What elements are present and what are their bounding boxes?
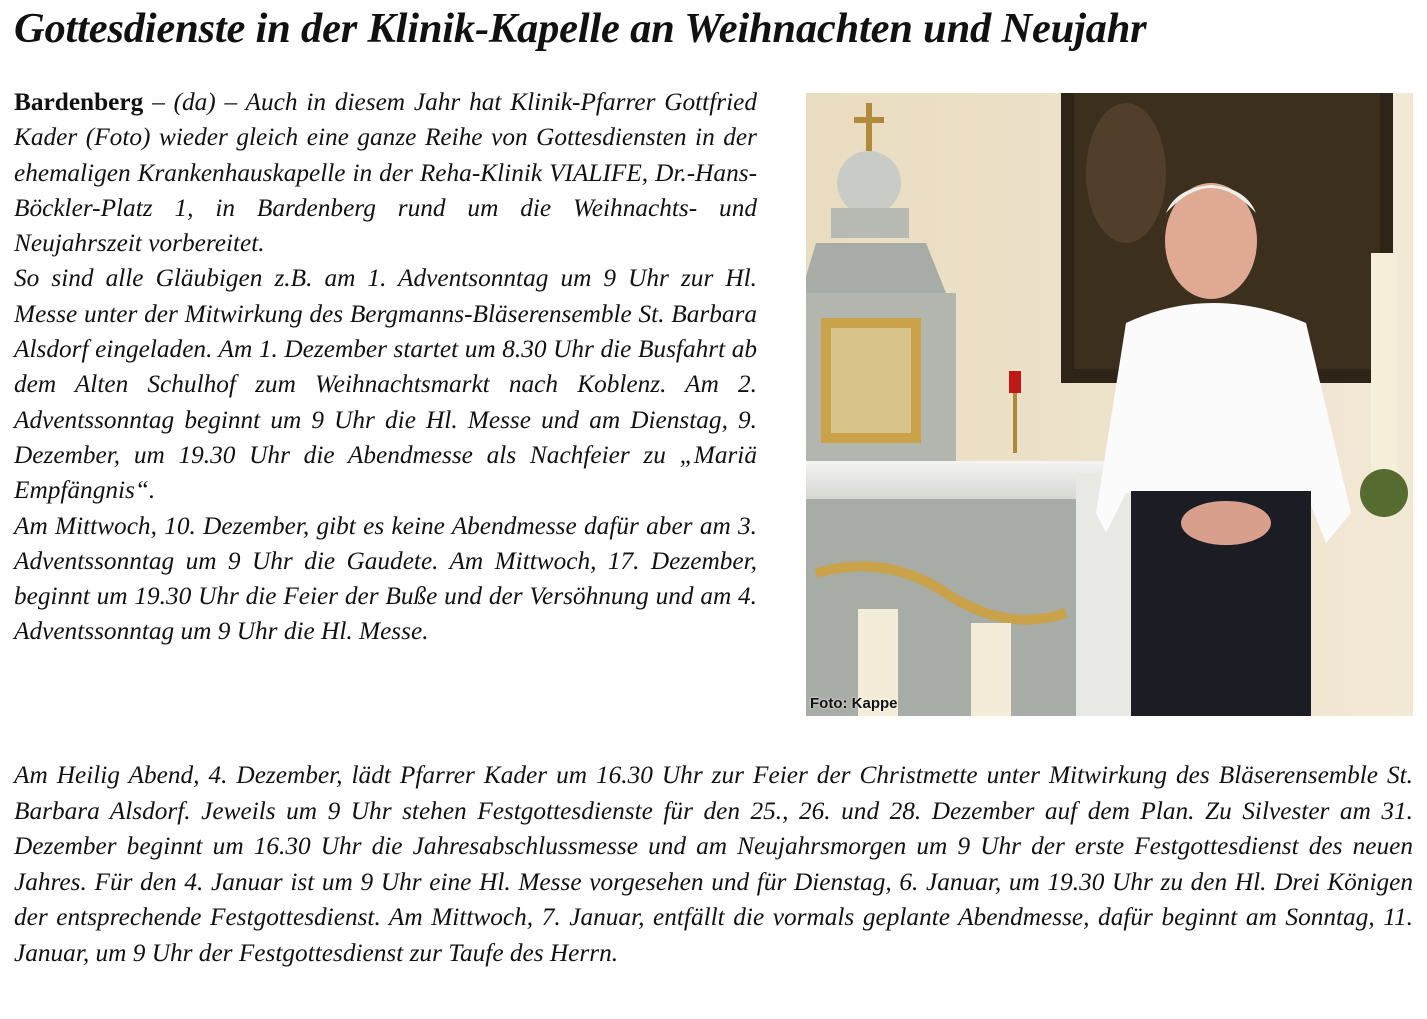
headline: Gottesdienste in der Klinik-Kapelle an Weihnachten und Neujahr xyxy=(14,5,1147,52)
photo-illustration xyxy=(806,93,1413,716)
paragraph-intro xyxy=(14,85,757,261)
intro-text: – (da) – Auch in diesem Jahr hat Klinik-Pfarrer Gottfried Kader (Foto) wieder gleich eine ganze Reihe von Gottesdiensten in der ehemaligen Krankenhauskapelle in der Reha-Klinik VIALIFE, Dr.-Hans-Böckler-Platz 1, in Bardenberg rund um die Weihnachts- und Neujahrszeit vorbereitet. xyxy=(14,88,757,258)
article-photo xyxy=(806,93,1413,716)
paragraph-gaudete: Am Mittwoch, 10. Dezember, gibt es keine Abendmesse dafür aber am 3. Adventssonntag um 9 Uhr die Gaudete. Am Mittwoch, 17. Dezember, beginnt um 19.30 Uhr die Feier der Buße und der Versöhnung und am 4. Adventssonntag um 9 Uhr die Hl. Messe. xyxy=(14,511,757,646)
cross-icon xyxy=(866,103,872,153)
paragraph-advent: So sind alle Gläubigen z.B. am 1. Adventsonntag um 9 Uhr zur Hl. Messe unter der Mitwirkung des Bergmanns-Bläserensemble St. Barbara Alsdorf eingeladen. Am 1. Dezember startet um 8.30 Uhr die Busfahrt ab dem Alten Schulhof zum Weihnachtsmarkt nach Koblenz. Am 2. Adventssonntag beginnt um 9 Uhr die Hl. Messe und am Dienstag, 9. Dezember, um 19.30 Uhr die Abendmesse als Nachfeier zu „Mariä Empfängnis“. xyxy=(14,264,757,505)
photo-credit: Foto: Kappe xyxy=(810,695,898,712)
location-label: Bardenberg xyxy=(14,88,144,116)
paragraph-christmas: Am Heilig Abend, 4. Dezember, lädt Pfarrer Kader um 16.30 Uhr zur Feier der Christmette unter Mitwirkung des Bläserensemble St. Barbara Alsdorf. Jeweils um 9 Uhr stehen Festgottesdienste für den 25., 26. und 28. Dezember auf dem Plan. Zu Silvester am 31. Dezember beginnt um 16.30 Uhr die Jahresabschlussmesse und am Neujahrsmorgen um 9 Uhr der erste Festgottesdienst des neuen Jahres. Für den 4. Januar ist um 9 Uhr eine Hl. Messe vorgesehen und für Dienstag, 6. Januar, um 19.30 Uhr zu den Hl. Drei Königen der entsprechende Festgottesdienst. Am Mittwoch, 7. Januar, entfällt die vormals geplante Abendmesse, dafür beginnt am Sonntag, 11. Januar, um 9 Uhr der Festgottesdienst zur Taufe des Herrn. xyxy=(14,761,1413,967)
tabernacle-orb xyxy=(837,151,901,215)
red-candle xyxy=(1009,371,1021,393)
priest-hands xyxy=(1181,501,1271,545)
paschal-candle xyxy=(1371,253,1397,493)
article-column xyxy=(14,85,757,650)
article-fullwidth xyxy=(14,758,1413,971)
tabernacle-roof xyxy=(806,243,946,293)
